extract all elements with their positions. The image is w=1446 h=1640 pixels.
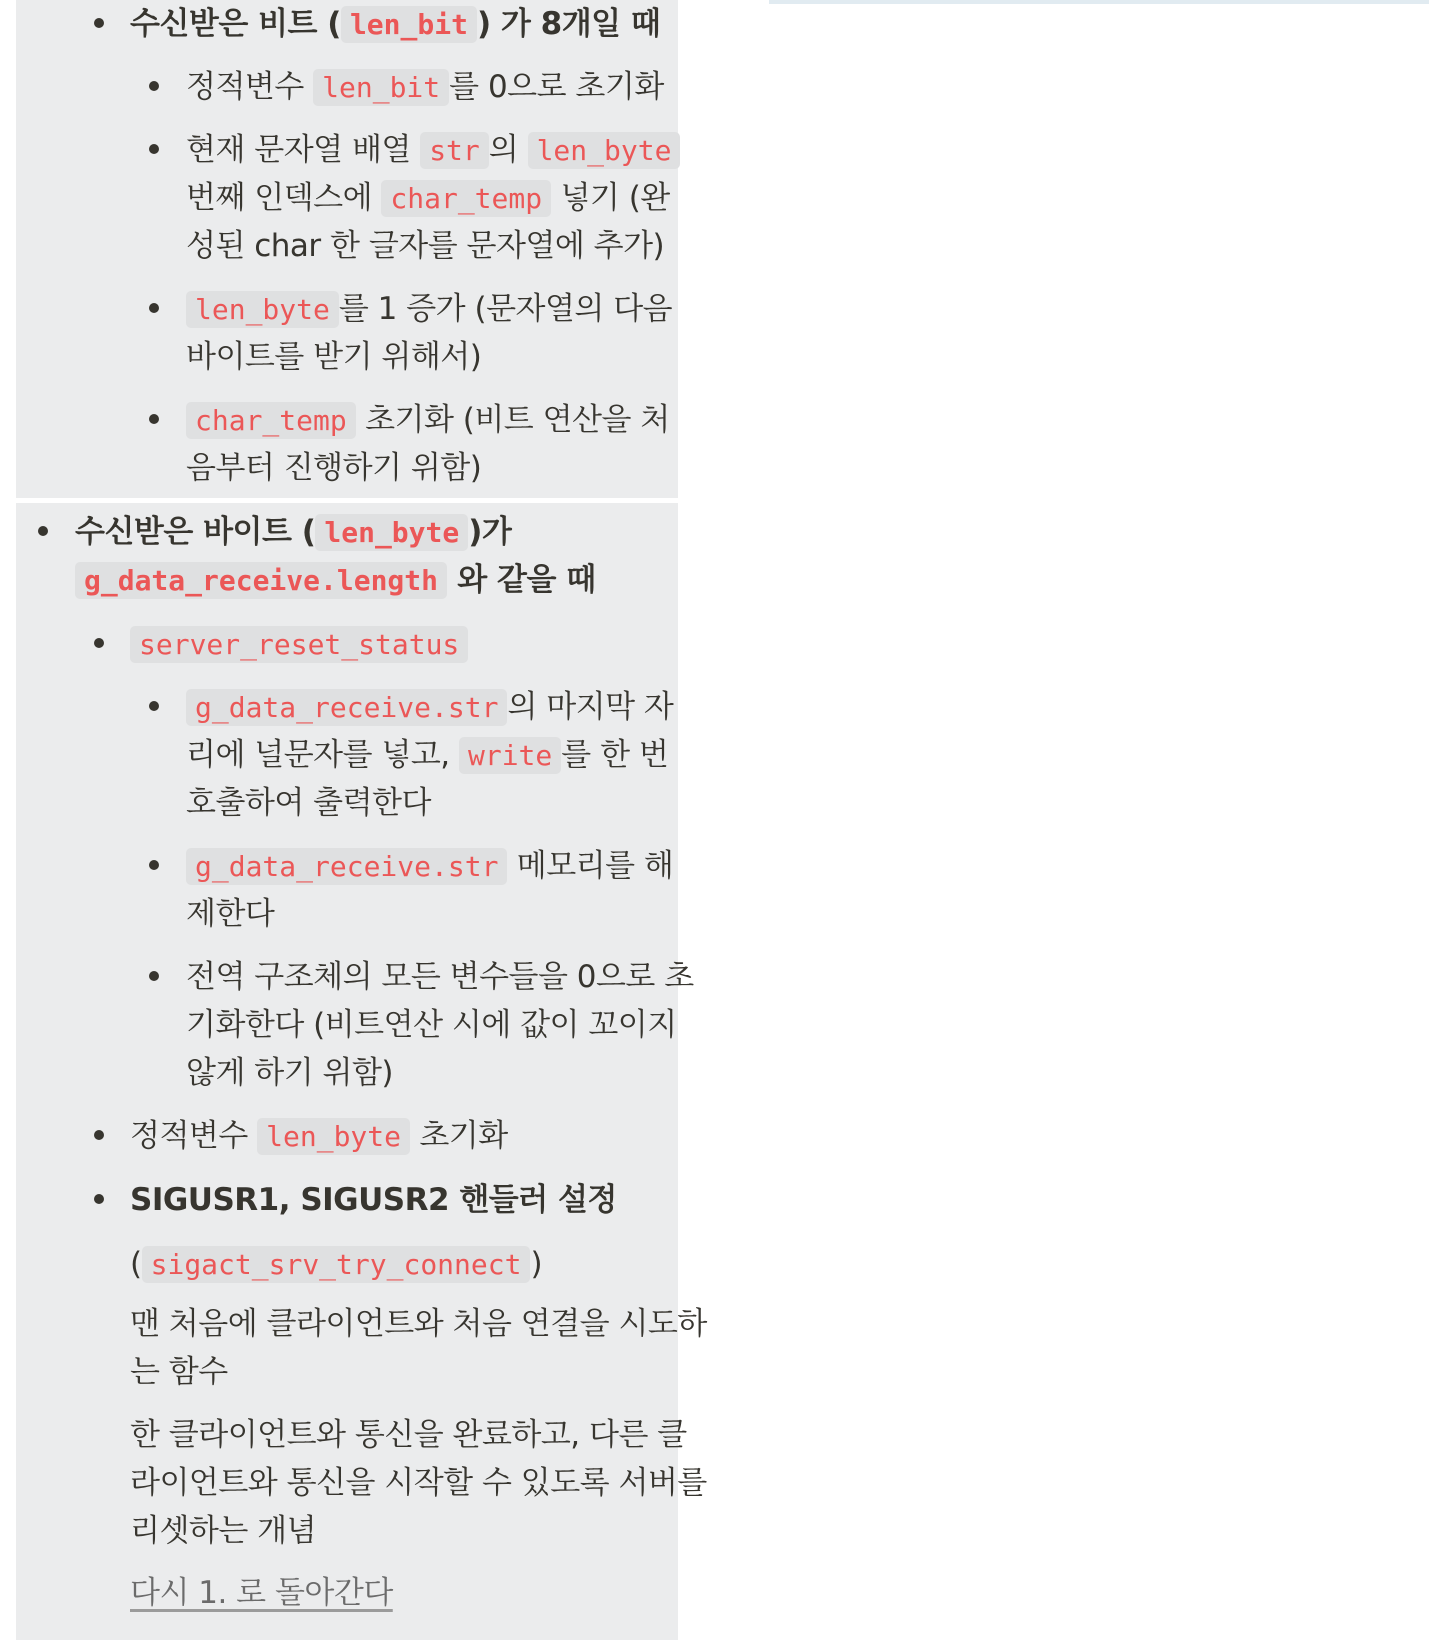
list-item-continuation: 제한다 bbox=[186, 896, 275, 932]
byte-condition-heading: 수신받은 바이트 ( len_byte )가 bbox=[75, 514, 512, 550]
handler-description: 맨 처음에 클라이언트와 처음 연결을 시도하 bbox=[130, 1306, 707, 1342]
bullet-dot bbox=[94, 1130, 104, 1140]
handler-reset-description: 한 클라이언트와 통신을 완료하고, 다른 클 bbox=[130, 1417, 687, 1453]
list-item-continuation: 바이트를 받기 위해서) bbox=[186, 339, 482, 375]
bullet-dot bbox=[149, 81, 159, 91]
bullet-dot bbox=[149, 414, 159, 424]
list-item-continuation: 않게 하기 위함) bbox=[186, 1055, 393, 1091]
handler-reset-description-continuation: 라이언트와 통신을 시작할 수 있도록 서버를 bbox=[130, 1465, 707, 1501]
list-item-continuation: 음부터 진행하기 위함) bbox=[186, 450, 482, 486]
list-item: g_data_receive.str 의 마지막 자 bbox=[186, 683, 673, 732]
list-item-continuation: 호출하여 출력한다 bbox=[186, 785, 431, 821]
bullet-dot bbox=[149, 144, 159, 154]
bullet-dot bbox=[149, 860, 159, 870]
back-to-step-1-link[interactable]: 다시 1. 로 돌아간다 bbox=[130, 1575, 393, 1611]
handler-reset-description-continuation: 리셋하는 개념 bbox=[130, 1513, 317, 1549]
reset-status-item: server_reset_status bbox=[130, 620, 468, 669]
bullet-dot bbox=[94, 638, 104, 648]
list-item-continuation: 리에 널문자를 넣고, write 를 한 번 bbox=[186, 737, 669, 773]
list-item: g_data_receive.str 메모리를 해 bbox=[186, 842, 673, 891]
bullet-dot bbox=[94, 1194, 104, 1204]
bullet-dot bbox=[149, 701, 159, 711]
static-var-item: 정적변수 len_byte 초기화 bbox=[130, 1118, 508, 1154]
list-item: char_temp 초기화 (비트 연산을 처 bbox=[186, 396, 670, 445]
bullet-dot bbox=[38, 526, 48, 536]
list-item: 정적변수 len_bit 를 0으로 초기화 bbox=[186, 69, 664, 105]
list-item-continuation: 번째 인덱스에 char_temp 넣기 (완 bbox=[186, 180, 670, 216]
bullet-dot bbox=[94, 18, 104, 28]
back-to-step-1-link-row bbox=[130, 1569, 393, 1617]
right-column-divider bbox=[769, 0, 1429, 4]
bullet-dot bbox=[149, 303, 159, 313]
byte-condition-heading-continuation: g_data_receive.length 와 같을 때 bbox=[75, 556, 596, 605]
list-item-continuation: 성된 char 한 글자를 문자열에 추가) bbox=[186, 228, 665, 264]
bit-condition-heading: 수신받은 비트 ( len_bit ) 가 8개일 때 bbox=[130, 6, 661, 42]
list-item: 전역 구조체의 모든 변수들을 0으로 초 bbox=[186, 959, 694, 995]
list-item: 현재 문자열 배열 str 의 len_byte bbox=[186, 126, 680, 175]
handler-description-continuation: 는 함수 bbox=[130, 1354, 228, 1390]
handler-function-name: ( sigact_srv_try_connect ) bbox=[130, 1246, 543, 1282]
list-item-continuation: 기화한다 (비트연산 시에 값이 꼬이지 bbox=[186, 1007, 677, 1043]
bullet-dot bbox=[149, 971, 159, 981]
handler-setup-title: SIGUSR1, SIGUSR2 핸들러 설정 bbox=[130, 1182, 617, 1218]
list-item: len_byte 를 1 증가 (문자열의 다음 bbox=[186, 285, 672, 334]
